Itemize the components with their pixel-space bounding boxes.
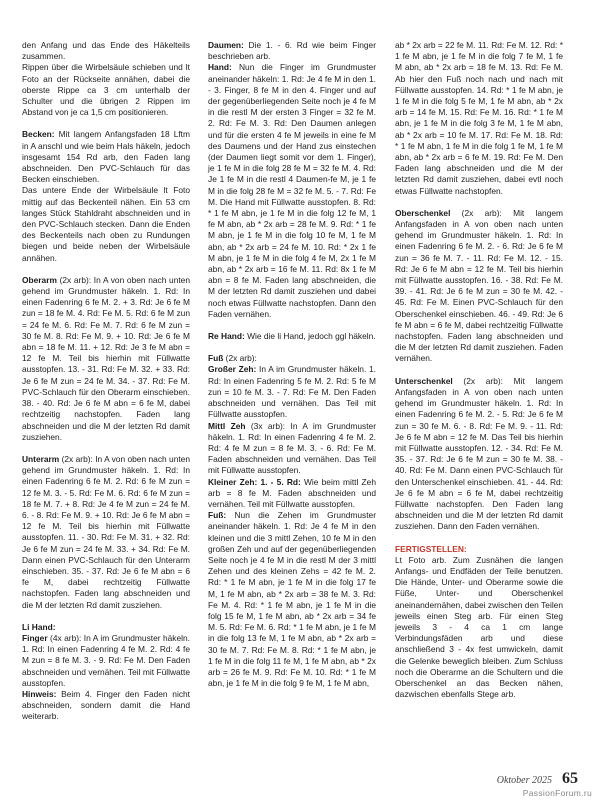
section-heading: Kleiner Zeh: 1. - 5. Rd:: [208, 476, 301, 487]
paragraph: [208, 477, 376, 511]
paragraph: [395, 376, 563, 533]
paragraph: [22, 275, 190, 443]
paragraph: [22, 622, 190, 633]
paragraph-text: (4x arb): In A im Grundmuster häkeln. 1. Rd: In einen Fadenring 4 fe M. 2. Rd: 4 fe M zun = 8 fe M. 3. - 9. Rd: Fe M. Den Faden abschneiden und vernähen. Teil mit Füllwatte ausstopfen.: [22, 632, 190, 688]
section-heading: Hand:: [208, 62, 232, 73]
paragraph: [22, 62, 190, 118]
paragraph-text: Beim 4. Finger den Faden nicht abschneiden, sondern damit die Hand weiterarb.: [22, 688, 190, 722]
issue-label: Oktober 2025: [496, 775, 552, 786]
text-column-3: [395, 40, 563, 700]
paragraph-text: ab * 2x arb = 22 fe M. 11. Rd: Fe M. 12. Rd: * 1 fe M abn, je 1 fe M in die folg 7 fe M, 1 fe M abn, ab * 2x arb = 18 fe M. 13. Rd: Fe M. Ab hier den Fuß noch nach und nach mit Füllwatte ausstopfen. 14. Rd: * 1 fe M abn, je 1 fe M in die folg 5 fe M, 1 fe M abn, ab * 2x arb = 14 fe M. 15. Rd: Fe M. 16. Rd: * 1 fe M abn, je 1 fe M in die folg 3 fe M, 1 fe M abn, ab * 2x arb = 10 fe M. 17. Rd: Fe M. 18. Rd: * 1 fe M abn, 1 fe M in die folg 1 fe M, 1 fe M abn, ab * 2x arb = 6 fe M. 19. Rd: Fe M. Den Faden lang abschneiden und die M der letzten Rd damit zusziehen, dabei evtl noch etwas Füllwatte nachstopfen.: [395, 40, 563, 196]
paragraph: [208, 421, 376, 477]
paragraph: [22, 689, 190, 723]
section-heading: Großer Zeh:: [208, 364, 257, 375]
watermark: PassionForum.ru: [522, 788, 592, 798]
paragraph-text: (2x arb): Mit langem Anfangsfaden in A von oben nach unten gehend im Grundmuster häkeln. 1. Rd: In einen Fadenring 6 fe M. 2. - 5. Rd: Je 6 fe M zun = 30 fe M. 6. - 8. Rd: Fe M. 9. - 11. Rd: Je 6 fe M abn = 12 fe M. Das Teil bis hierhin mit Füllwatte ausstopfen. 12. - 34. Rd: Fe M. 35. - 37. Rd: Je 6 fe M zun = 30 fe M. 38. - 40. Rd: Fe M. Dann einen PVC-Schlauch für den Unterschenkel einschieben. 41. - 44. Rd: Je 6 fe M abn = 6 fe M, dabei rechtzeitig Füllwatte nachstopfen. Den Faden lang abschneiden und die M der letzten Rd damit zusziehen. Dann den Faden vernähen.: [395, 375, 563, 532]
paragraph: [22, 40, 190, 62]
paragraph-text: Die 1. - 6. Rd wie beim Finger beschrieben arb.: [208, 40, 376, 62]
paragraph: [208, 353, 376, 364]
text-column-2: [208, 40, 376, 689]
paragraph: [208, 40, 376, 62]
section-heading: FERTIGSTELLEN:: [395, 543, 467, 554]
section-heading: Fuß:: [208, 510, 227, 521]
section-heading: Oberschenkel: [395, 207, 451, 218]
section-heading: Unterarm: [22, 453, 60, 464]
paragraph-text: Nun die Zehen im Grundmuster aneinander häkeln. 1. Rd: Je 4 fe M in den kleinen und die 3 mittl Zehen, 10 fe M in den großen Zeh und auf der gegenüberliegenden Seite noch je 4 fe M in die restl M der 3 mittl Zehen und des kleinen Zehs = 42 fe M. 2. Rd: * 1 fe M abn, je 1 fe M in die folg 17 fe M, 1 fe M abn, ab * 2x arb = 38 fe M. 3. Rd: Fe M. 4. Rd: * 1 fe M abn, je 1 fe M in die folg 15 fe M, 1 fe M abn, ab * 2x arb = 34 fe M. 5. Rd: Fe M. 6. Rd: * 1 fe M abn, je 1 fe M in die folg 13 fe M, 1 fe M abn, ab * 2x arb = 30 fe M. 7. Rd: Fe M. 8. Rd: * 1 fe M abn, je 1 fe M in die folg 11 fe M, 1 fe M abn, ab * 2x arb = 26 fe M. 9. Rd: Fe M. 10. Rd: * 1 fe M abn, je 1 fe M in die folg 9 fe M, 1 fe M abn,: [208, 510, 376, 689]
section-heading: Li Hand:: [22, 621, 56, 632]
paragraph: [208, 510, 376, 689]
paragraph-text: Das untere Ende der Wirbelsäule lt Foto mittig auf das Beckenteil nähen. Ein 53 cm langes Stück Stahldraht abschneiden und in den PVC-Schlauch stecken. Dann die Enden des Beckenteils nach oben zu Rundungen biegen und beide neben der Wirbelsäule annähen.: [22, 185, 190, 263]
paragraph-text: den Anfang und das Ende des Häkelteils zusammen.: [22, 40, 190, 62]
paragraph: [22, 454, 190, 611]
paragraph: [22, 185, 190, 263]
paragraph-text: (3x arb): In A im Grundmuster häkeln. 1. Rd: In einen Fadenring 4 fe M. 2. Rd: 4 fe M zun = 8 fe M. 3. - 6. Rd: Fe M. Faden abschneiden und vernähen. Das Teil mit Füllwatte ausstopfen.: [208, 420, 376, 476]
paragraph: [395, 208, 563, 365]
section-heading: Fuß: [208, 353, 224, 364]
section-heading: Finger: [22, 632, 48, 643]
paragraph: [395, 555, 563, 701]
section-heading: Oberarm: [22, 274, 57, 285]
page-footer: [497, 770, 578, 788]
section-heading: Mittl Zeh: [208, 420, 246, 431]
section-heading: Becken:: [22, 129, 55, 140]
paragraph: [208, 62, 376, 320]
paragraph-text: Nun die Finger im Grundmuster aneinander häkeln: 1. Rd: Je 4 fe M in den 1. - 3. Finger, 8 fe M in den 4. Finger und auf der gegenüberliegenden Seite noch je 4 fe M in die restl M der ersten 3 Finger = 32 fe M. 2. Rd: Fe M. 3. Rd: Den Daumen anlegen und für die ersten 4 fe M jeweils in eine fe M des Daumens und der Hand zus einstechen (der Daumen liegt somit vor dem 1. Finger), je 1 fe M in die folg 28 fe M = 32 fe M. 4. Rd: Je 1 fe M in die restl 4 Daumen-fe M, je 1 fe M in die folg 28 fe M = 32 fe M. 5. - 7. Rd: Fe M. Die Hand mit Füllwatte ausstopfen. 8. Rd: * 1 fe M abn, je 1 fe M in die folg 12 fe M, 1 fe M abn, ab * 2x arb = 28 fe M. 9. Rd: * 1 fe M abn, je 1 fe M in die folg 10 fe M, 1 fe M abn, ab * 2x arb = 24 fe M. 10. Rd: * 2x 1 fe M abn, je 1 fe M in die folg 4 fe M, 2x 1 fe M abn, ab * 2x arb = 16 fe M. 11. Rd: 8x 1 fe M abn = 8 fe M. Faden lang abschneiden, die M der letzten Rd damit zusziehen und dabei noch etwas Füllwatte nachstopfen. Dann den Faden vernähen.: [208, 62, 376, 319]
paragraph: [22, 129, 190, 185]
paragraph-text: In A im Grundmuster häkeln. 1. Rd: In einen Fadenring 5 fe M. 2. Rd: 5 fe M zun = 10 fe M. 3. - 7. Rd: Fe M. Den Faden abschneiden und vernähen. Das Teil mit Füllwatte ausstopfen.: [208, 364, 376, 420]
paragraph-text: (2x arb): In A von oben nach unten gehend im Grundmuster häkeln. 1. Rd: In einen Fadenring 6 fe M. 2. + 3. Rd: Je 6 fe M zun = 18 fe M. 4. Rd: Fe M. 5. Rd: 6 fe M zun = 24 fe M. 6. Rd: Fe M. 7. Rd: 6 fe M zun = 30 fe M. 8. Rd: Fe M. 9. + 10. Rd: Je 6 fe M abn = 18 fe M. 11. + 12. Rd: Je 3 fe M abn = 12 fe M. Teil bis hierhin mit Füllwatte ausstopfen. 13. - 31. Rd: Fe M. 32. + 33. Rd: Je 6 fe M zun = 24 fe M. 34. - 37. Rd: Fe M. PVC-Schlauch für den Oberarm einschieben. 38. - 40. Rd: Je 6 fe M abn = 6 fe M, dabei rechtzeitig nachstopfen. Faden lang abschneiden und die M der letzten Rd damit zusziehen.: [22, 274, 190, 442]
section-heading: Daumen:: [208, 40, 244, 50]
paragraph-text: (2x arb):: [223, 353, 257, 364]
paragraph-text: (2x arb): Mit langem Anfangsfaden in A von oben nach unten gehend im Grundmuster häkeln. 1. Rd: In einen Fadenring 6 fe M. 2. - 6. Rd: Je 6 fe M zun = 36 fe M. 7. - 11. Rd: Fe M. 12. - 15. Rd: Je 6 fe M abn = 12 fe M. Teil bis hierhin mit Füllwatte ausstopfen. 16. - 38. Rd: Fe M. 39. - 41. Rd: Je 6 fe M zun = 30 fe M. 42. - 45. Rd: Fe M. Einen PVC-Schlauch für den Oberschenkel einschieben. 46. - 49. Rd: Je 6 fe M abn = 6 fe M, dabei rechtzeitig Füllwatte nachstopfen. Faden lang abschneiden und die M der letzten Rd damit zusziehen. Faden vernähen.: [395, 207, 563, 364]
paragraph-text: Mit langem Anfangsfaden 18 Lftm in A anschl und wie beim Hals häkeln, jedoch insgesamt 154 Rd arb, den Faden lang abschneiden. Den PVC-Schlauch für das Becken einschieben.: [22, 129, 190, 185]
paragraph: [395, 544, 563, 555]
paragraph: [395, 40, 563, 197]
section-heading: Re Hand:: [208, 331, 245, 342]
paragraph-text: (2x arb): In A von oben nach unten gehend im Grundmuster häkeln. 1. Rd: In einen Fadenring 6 fe M. 2. Rd: 6 fe M zun = 12 fe M. 3. - 5. Rd: Fe M. 6. Rd: 6 fe M zun = 18 fe M. 7. + 8. Rd: Je 4 fe M zun = 24 fe M. 6. - 8. Rd: Fe M. 9. + 10. Rd: Je 6 fe M abn = 12 fe M. Teil bis hierhin mit Füllwatte ausstopfen. 11. - 30. Rd: Fe M. 31. + 32. Rd: Je 6 fe M zun = 24 fe M. 33. + 34. Rd: Fe M. Dann einen PVC-Schlauch für den Unterarm einschieben. 35. - 37. Rd: Je 6 fe M abn = 6 fe M, dabei rechtzeitig Füllwatte nachstopfen. Faden lang abschneiden und die M der letzten Rd damit zusziehen.: [22, 453, 190, 610]
paragraph-text: Wie die li Hand, jedoch ggl häkeln.: [244, 331, 376, 342]
section-heading: Hinweis:: [22, 688, 57, 699]
page-number: 65: [562, 770, 578, 787]
paragraph: [22, 633, 190, 689]
paragraph: [208, 364, 376, 420]
paragraph-text: Wie beim mittl Zeh arb = 8 fe M. Faden abschneiden und vernähen. Teil mit Füllwatte ausstopfen.: [208, 476, 376, 509]
section-heading: Unterschenkel: [395, 375, 453, 386]
paragraph: [208, 331, 376, 342]
paragraph-text: Rippen über die Wirbelsäule schieben und lt Foto an der Rückseite annähen, dabei die oberste Rippe ca 3 cm unterhalb der Schulter und die übrigen 2 Rippen im Abstand von je ca 1,5 cm positionieren.: [22, 62, 190, 118]
text-column-1: [22, 40, 190, 723]
paragraph-text: Lt Foto arb. Zum Zusnähen die langen Anfangs- und Endfäden der Teile benutzen. Die Hände, Unter- und Oberarme sowie die Füße, Unter- und Oberschenkel aneinandernähen, dabei zwischen den Teilen jeweils einen Steg arb. Für einen Steg jeweils 3 - 4 ca 1 cm lange Verbindungsfäden arb und diese anschließend 3 - 4x fest umwickeln, damit die Gelenke beweglich bleiben. Zum Schluss noch die Oberarme an die Schultern und die Oberschenkel an das Becken nähen, dazwischen ebenfalls Stege arb.: [395, 554, 563, 700]
